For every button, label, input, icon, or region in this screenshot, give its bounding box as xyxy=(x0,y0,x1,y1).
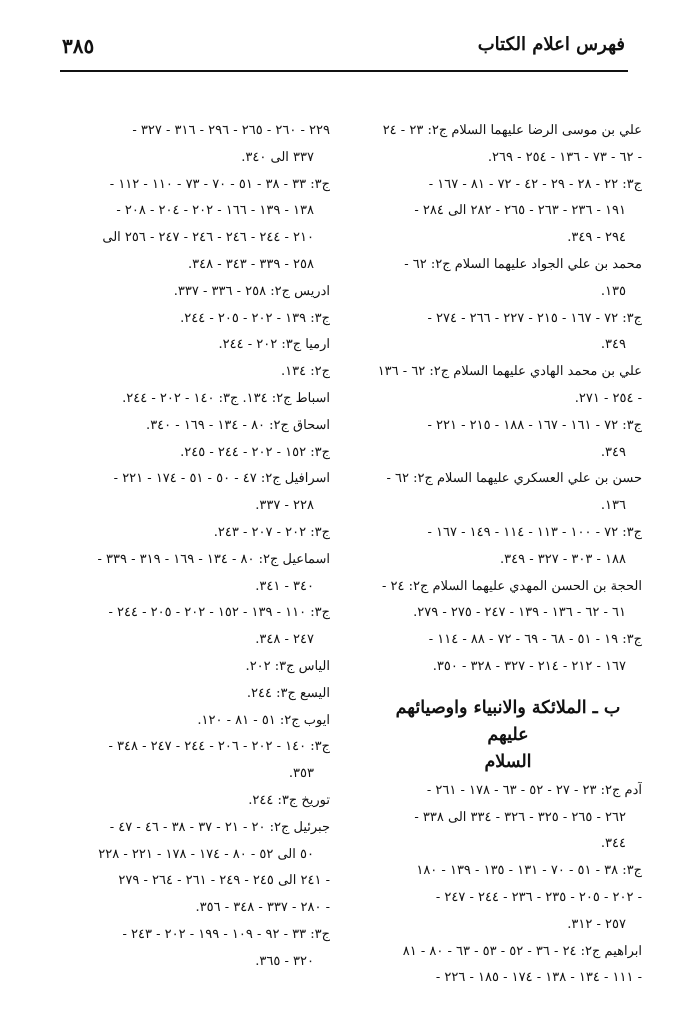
index-line: اسماعيل ج٢: ٨٠ - ١٣٤ - ١٦٩ - ٣١٩ - ٣٣٩ - xyxy=(97,551,330,567)
index-line: ج٣: ٧٢ - ١٦٧ - ٢١٥ - ٢٢٧ - ٢٦٦ - ٢٧٤ - xyxy=(427,310,642,326)
index-line: اسرافيل ج٢: ٤٧ - ٥٠ - ٥١ - ١٧٤ - ٢٢١ - xyxy=(113,471,330,487)
index-line: ج٣: ٢٠٢ - ٢٠٧ - ٢٤٣. xyxy=(213,524,330,540)
index-line: ١٣٨ - ١٣٩ - ١٦٦ - ٢٠٢ - ٢٠٤ - ٢٠٨ - xyxy=(116,203,314,219)
index-entries-block-2 xyxy=(374,778,642,992)
index-entries-block-1 xyxy=(374,118,642,681)
index-line: ٣٤٠ - ٣٤١. xyxy=(255,578,314,594)
index-line: ج٣: ١٩ - ٥١ - ٦٨ - ٦٩ - ٧٢ - ٨٨ - ١١٤ - xyxy=(428,632,642,648)
index-line: ١٩١ - ٢٣٦ - ٢٦٣ - ٢٦٥ - ٢٨٢ الى ٢٨٤ - xyxy=(414,203,626,219)
index-line: ٢٢٨ - ٣٣٧. xyxy=(255,498,314,514)
index-line: ٣٥٣. xyxy=(288,766,314,782)
index-line: ايوب ج٢: ٥١ - ٨١ - ١٢٠. xyxy=(197,712,330,728)
index-line: ٣٣٧ الى ٣٤٠. xyxy=(241,149,314,165)
index-line: ٢٢٩ - ٢٦٠ - ٢٦٥ - ٢٩٦ - ٣١٦ - ٣٢٧ - xyxy=(132,123,330,138)
index-line: توريخ ج٣: ٢٤٤. xyxy=(248,792,330,808)
index-line: ٢٥٧ - ٣١٢. xyxy=(567,916,626,932)
index-line: ج٣: ٧٢ - ١٦١ - ١٦٧ - ١٨٨ - ٢١٥ - ٢٢١ - xyxy=(427,417,642,433)
index-line: علي بن موسى الرضا عليهما السلام ج٢: ٢٣ - ٢٤ xyxy=(382,123,642,138)
index-line: ج٣: ٣٣ - ٣٨ - ٥١ - ٧٠ - ٧٣ - ١١٠ - ١١٢ - xyxy=(109,176,330,192)
index-line: محمد بن علي الجواد عليهما السلام ج٢: ٦٢ - xyxy=(404,256,642,272)
index-line: ابراهيم ج٢: ٢٤ - ٣٦ - ٥٢ - ٥٣ - ٦٣ - ٨٠ - ٨١ xyxy=(402,943,642,959)
index-line: ارميا ج٣: ٢٠٢ - ٢٤٤. xyxy=(218,337,330,353)
section-heading xyxy=(374,695,642,776)
section-heading-line: ب ـ الملائكة والانبياء واوصيائهم عليهم xyxy=(395,697,621,745)
index-line: الحجة بن الحسن المهدي عليهما السلام ج٢: ٢٤ - xyxy=(382,578,642,594)
index-line: ٢١٠ - ٢٤٤ - ٢٤٦ - ٢٤٦ - ٢٤٧ - ٢٥٦ الى xyxy=(102,230,314,246)
index-line: ج٣: ١١٠ - ١٣٩ - ١٥٢ - ٢٠٢ - ٢٠٥ - ٢٤٤ - xyxy=(108,605,330,621)
index-line: ج٣: ٣٣ - ٩٢ - ١٠٩ - ١٩٩ - ٢٠٢ - ٢٤٣ - xyxy=(122,926,330,942)
index-line: ١٨٨ - ٣٠٣ - ٣٢٧ - ٣٤٩. xyxy=(500,551,626,567)
header-rule xyxy=(60,70,628,72)
index-line: - ٢٤١ الى ٢٤٥ - ٢٤٩ - ٢٦١ - ٢٦٤ - ٢٧٩ xyxy=(118,873,330,889)
index-line: ٣٢٠ - ٣٦٥. xyxy=(255,953,314,969)
index-line: ج٢: ١٣٤. xyxy=(281,364,330,380)
index-line: ٣٤٩. xyxy=(600,337,626,353)
index-line: ١٣٥. xyxy=(600,283,626,299)
index-line: ج٣: ٧٢ - ١٠٠ - ١١٣ - ١١٤ - ١٤٩ - ١٦٧ - xyxy=(427,524,642,540)
left-column xyxy=(62,118,330,976)
index-line: ج٣: ١٣٩ - ٢٠٢ - ٢٠٥ - ٢٤٤. xyxy=(180,310,330,326)
index-line: اسحاق ج٢: ٨٠ - ١٣٤ - ١٦٩ - ٣٤٠. xyxy=(146,417,330,433)
section-heading-line: السلام xyxy=(484,751,532,772)
running-title: فهرس اعلام الكتاب xyxy=(477,34,625,55)
page-number: ٣٨٥ xyxy=(62,34,95,58)
index-line: آدم ج٢: ٢٣ - ٢٧ - ٥٢ - ٦٣ - ١٧٨ - ٢٦١ - xyxy=(426,782,642,798)
index-line: - ١١١ - ١٣٤ - ١٣٨ - ١٧٤ - ١٨٥ - ٢٢٦ - xyxy=(435,970,642,986)
index-line: جبرئيل ج٢: ٢٠ - ٢١ - ٣٧ - ٣٨ - ٤٦ - ٤٧ - xyxy=(109,819,330,835)
right-column xyxy=(374,118,642,992)
index-line: ٦١ - ٦٢ - ١٣٦ - ١٣٩ - ٢٤٧ - ٢٧٥ - ٢٧٩. xyxy=(413,605,626,621)
index-line: - ٢٨٠ - ٣٣٧ - ٣٤٨ - ٣٥٦. xyxy=(195,900,330,916)
page-header xyxy=(60,34,625,68)
index-line: اليسع ج٣: ٢٤٤. xyxy=(246,685,330,701)
index-line: ٣٤٩. xyxy=(600,444,626,460)
index-line: ٢٦٢ - ٢٦٥ - ٣٢٥ - ٣٢٦ - ٣٣٤ الى ٣٣٨ - xyxy=(414,809,626,825)
index-line: ج٣: ٢٢ - ٢٨ - ٢٩ - ٤٢ - ٧٢ - ٨١ - ١٦٧ - xyxy=(428,176,642,192)
index-line: ج٣: ١٥٢ - ٢٠٢ - ٢٤٤ - ٢٤٥. xyxy=(180,444,330,460)
index-line: الياس ج٣: ٢٠٢. xyxy=(245,658,330,674)
index-line: اسباط ج٢: ١٣٤. ج٣: ١٤٠ - ٢٠٢ - ٢٤٤. xyxy=(122,390,330,406)
index-line: ٢٤٧ - ٣٤٨. xyxy=(255,632,314,648)
index-line: ج٣: ٣٨ - ٥١ - ٧٠ - ١٣١ - ١٣٥ - ١٣٩ - ١٨٠ xyxy=(416,863,642,879)
index-line: حسن بن علي العسكري عليهما السلام ج٢: ٦٢ - xyxy=(386,471,642,487)
index-line: ١٦٧ - ٢١٢ - ٢١٤ - ٣٢٧ - ٣٢٨ - ٣٥٠. xyxy=(432,658,626,674)
index-line: ١٣٦. xyxy=(600,498,626,514)
index-line: ٣٤٤. xyxy=(600,836,626,852)
index-line: علي بن محمد الهادي عليهما السلام ج٢: ٦٢ - ١٣٦ xyxy=(377,364,642,380)
index-line: ج٣: ١٤٠ - ٢٠٢ - ٢٠٦ - ٢٤٤ - ٢٤٧ - ٣٤٨ - xyxy=(108,739,330,755)
index-line: - ٦٢ - ٧٣ - ١٣٦ - ٢٥٤ - ٢٦٩. xyxy=(487,149,642,165)
index-line: ادريس ج٢: ٢٥٨ - ٣٣٦ - ٣٣٧. xyxy=(173,283,330,299)
index-line: ٥٠ الى ٥٢ - ٨٠ - ١٧٤ - ١٧٨ - ٢٢١ - ٢٢٨ xyxy=(98,846,314,862)
index-line: ٢٥٨ - ٣٣٩ - ٣٤٣ - ٣٤٨. xyxy=(188,256,314,272)
index-line: - ٢٥٤ - ٢٧١. xyxy=(574,390,642,406)
index-line: ٢٩٤ - ٣٤٩. xyxy=(567,230,626,246)
index-line: - ٢٠٢ - ٢٠٥ - ٢٣٥ - ٢٣٦ - ٢٤٤ - ٢٤٧ - xyxy=(435,889,642,905)
